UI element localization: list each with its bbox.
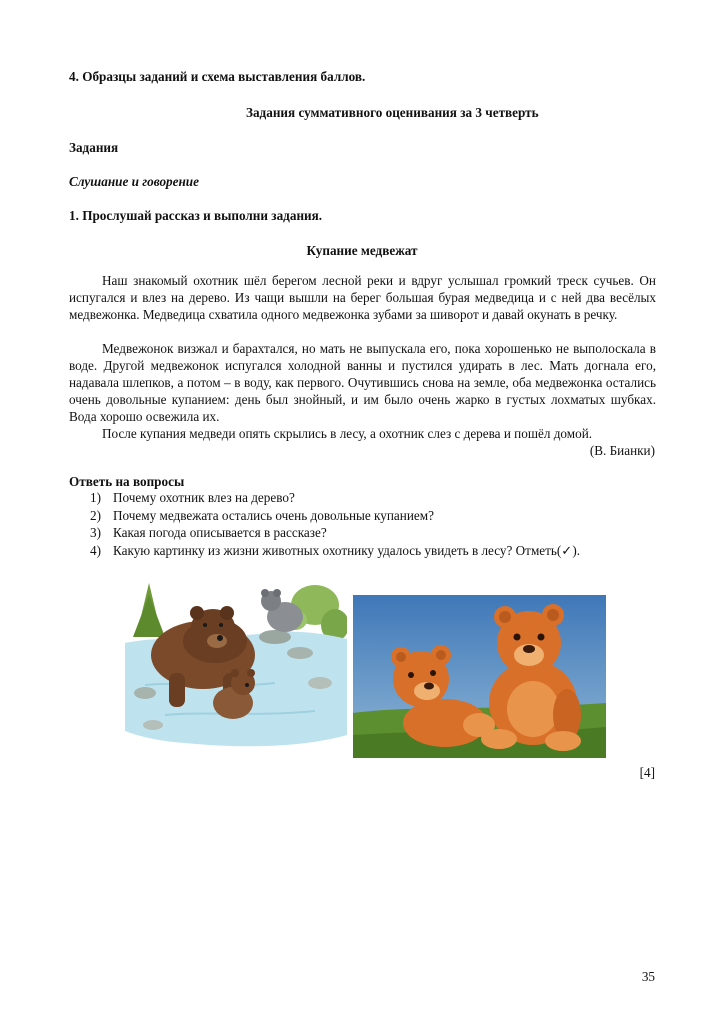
story-title: Купание медвежат [306,243,418,258]
list-item [90,542,580,560]
question-text: Какая погода описывается в рассказе? [113,525,327,540]
story-author: (В. Бианки) [589,443,655,458]
score-label: [4] [639,765,655,780]
story-paragraph: Медвежонок визжал и барахтался, но мать не выпускала его, пока хорошенько не выполоскала в воде. Другой медвежонок испугался холодной ванны и пустился удирать в лес. Мать догнала его, надавала шлепков, а потом – в воду, как первого. Очутившись снова на земле, оба медвежонка остались очень довольные купанием: день был знойный, и им было очень жарко в густых лохматых шубках. Вода хорошо освежила их. [69,341,656,424]
toy-bears-picture[interactable] [353,595,606,758]
story-paragraph: Наш знакомый охотник шёл берегом лесной реки и вдруг услышал громкий треск сучьев. Он испугался и влез на дерево. Из чащи вышли на берег большая бурая медведица и с ней два весёлых медвежонка. Медведица схватила одного медвежонка зубами за шиворот и давай окунать в речку. [69,273,656,322]
toy-bears-illustration [353,595,606,758]
story-paragraph: После купания медведи опять скрылись в лесу, а охотник слез с дерева и пошёл домой. [102,426,593,441]
list-item [90,489,580,507]
bears-bathing-picture[interactable] [125,565,347,755]
question-text: Почему охотник влез на дерево? [113,490,295,505]
list-item [90,524,580,542]
question-number: 2) [90,507,101,523]
tasks-heading: Задания [69,140,119,155]
question-number: 4) [90,542,101,558]
question-text: Почему медвежата остались очень довольные купанием? [113,507,434,523]
quarter-heading: Задания суммативного оценивания за 3 четверть [246,105,539,120]
question-number: 1) [90,490,101,505]
skill-heading: Слушание и говорение [69,174,199,189]
section-heading: 4. Образцы заданий и схема выставления баллов. [69,69,366,84]
task1-heading: 1. Прослушай рассказ и выполни задания. [69,208,323,223]
question-text: Какую картинку из жизни животных охотнику удалось увидеть в лесу? Отметь(✓). [113,542,581,558]
question-number: 3) [90,525,101,540]
questions-list [90,489,580,559]
page-number: 35 [641,969,655,984]
list-item [90,507,580,525]
questions-heading: Ответь на вопросы [69,474,185,489]
bears-bathing-illustration [125,565,347,755]
